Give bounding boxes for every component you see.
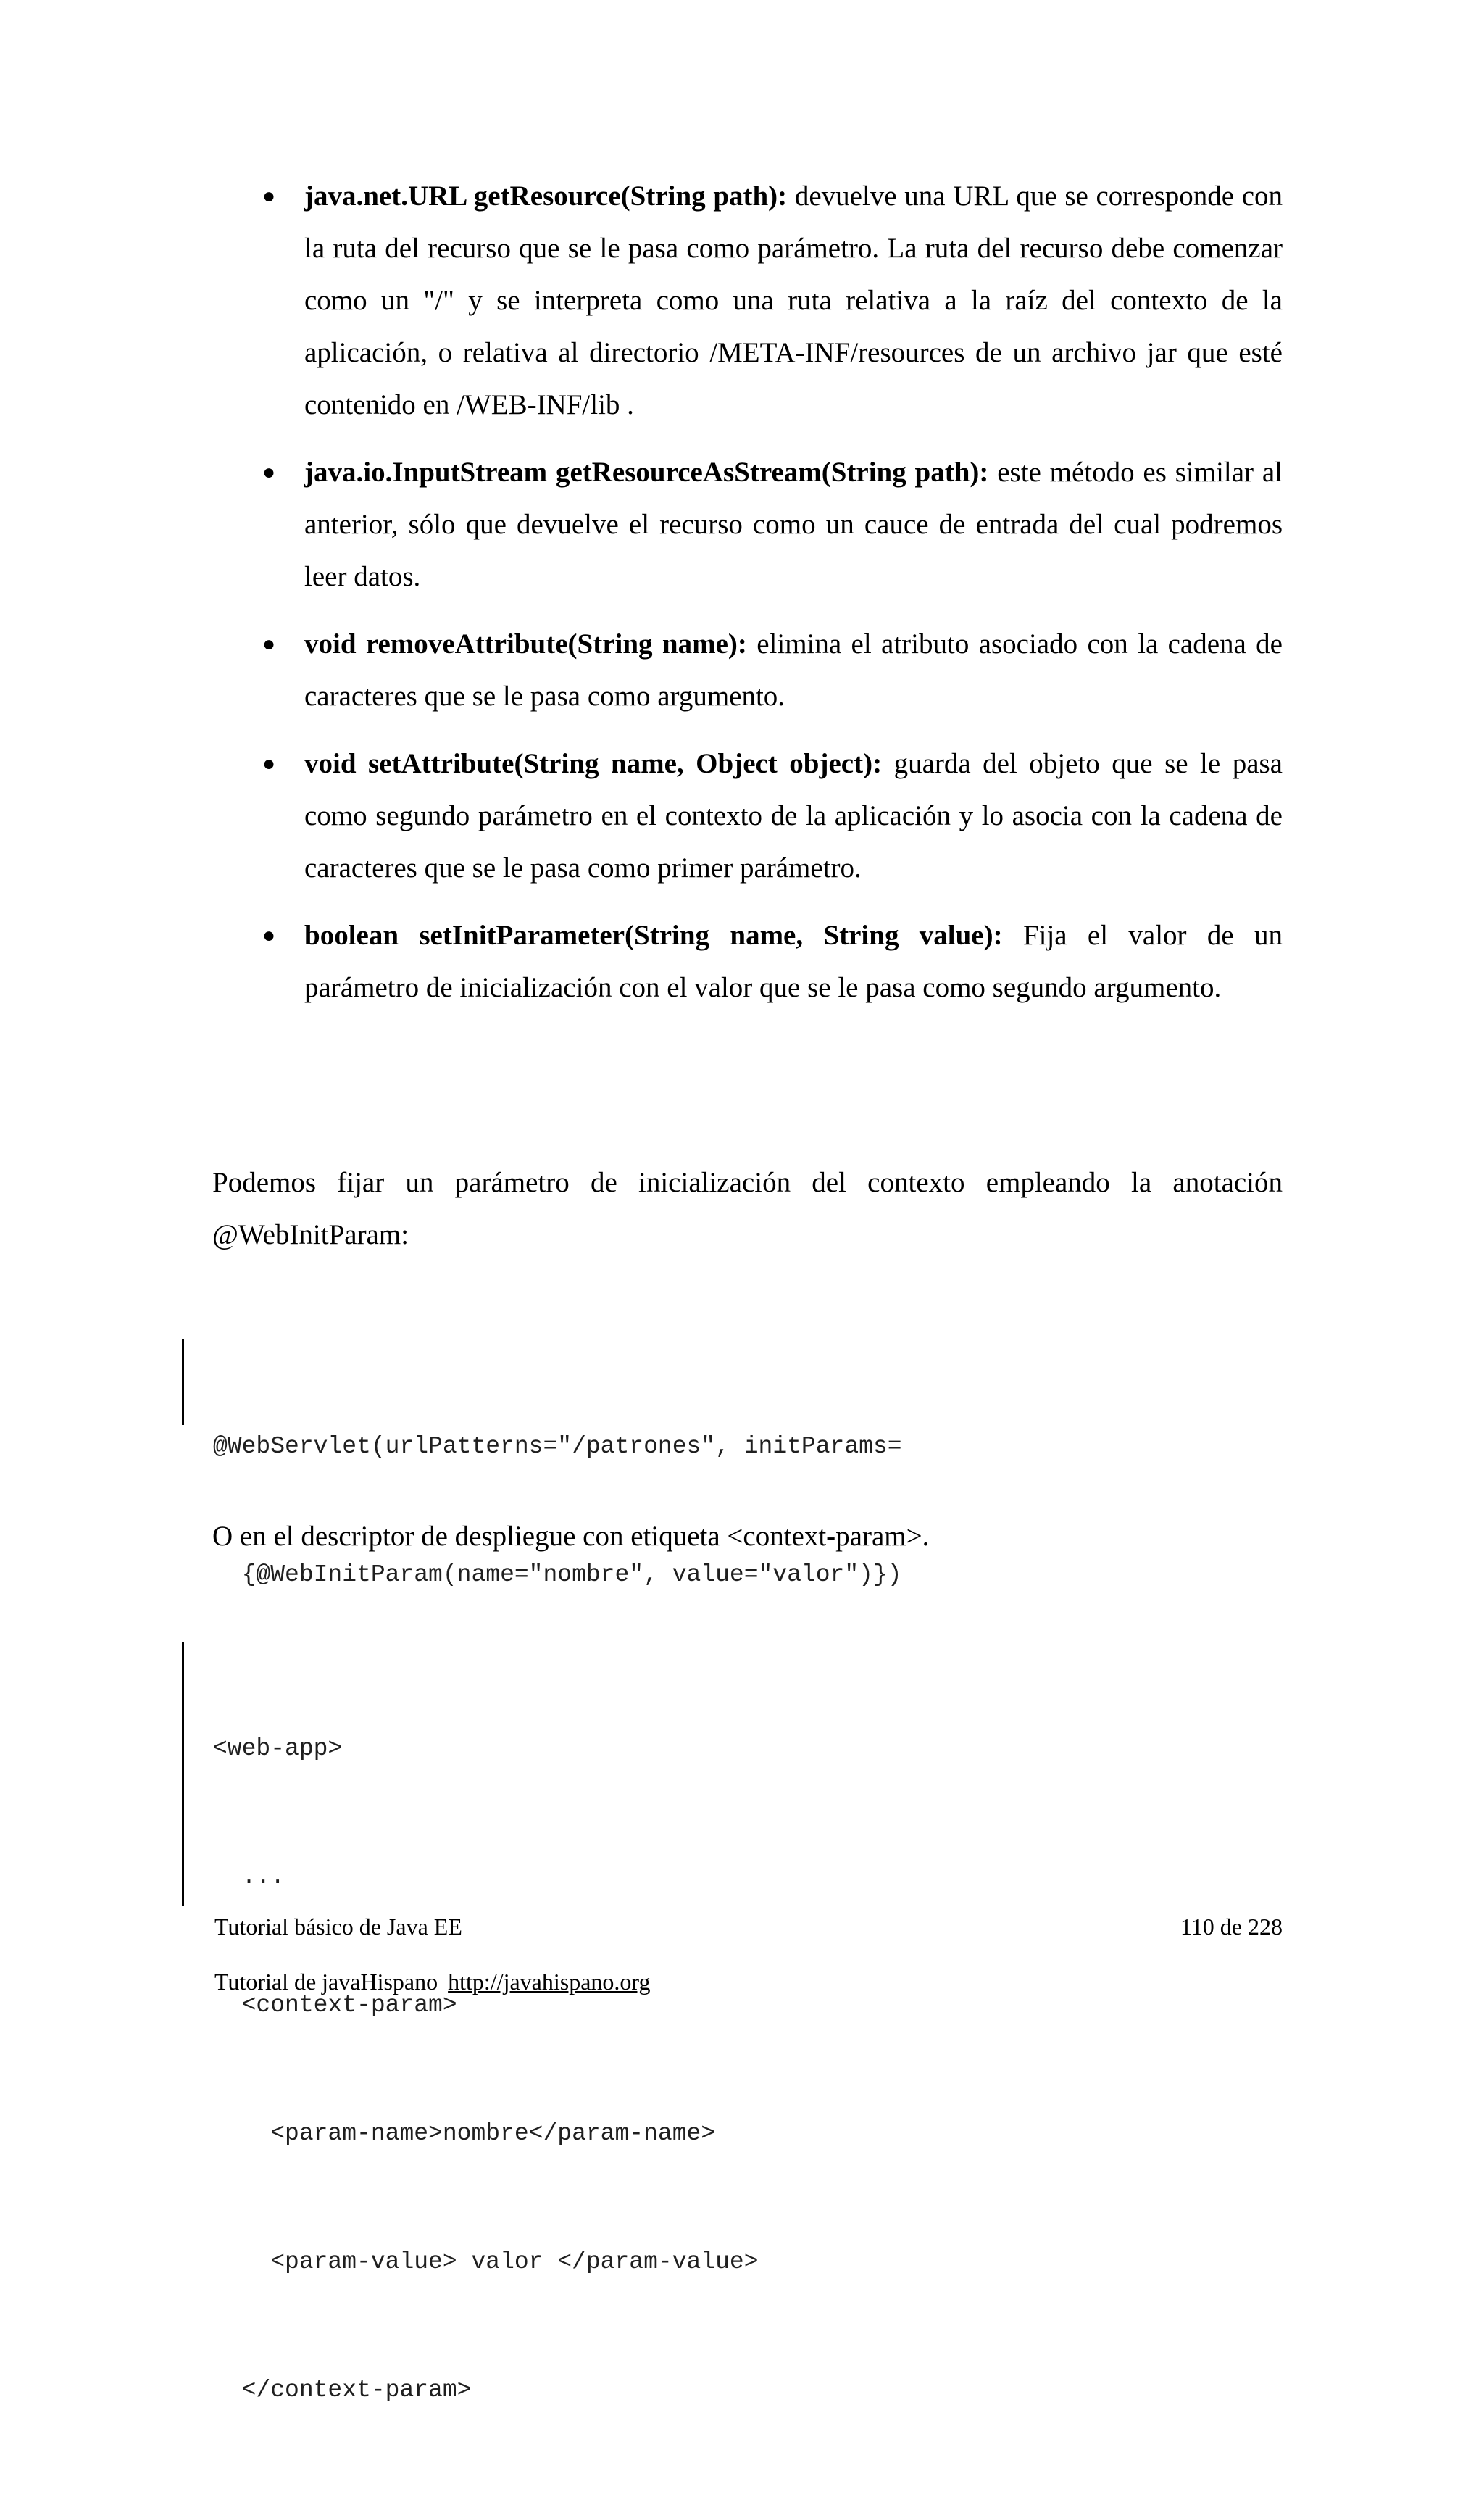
descriptor-paragraph: O en el descriptor de despliegue con etiqueta <context-param>. <box>212 1521 930 1552</box>
bullet-icon: ● <box>262 460 276 484</box>
code-line: ... <box>213 1864 285 1890</box>
method-list <box>210 170 1283 1029</box>
method-item <box>210 446 1283 603</box>
bullet-icon: ● <box>262 632 276 656</box>
code-line: <web-app> <box>213 1735 343 1762</box>
code-line: @WebServlet(urlPatterns="/patrones", initParams= <box>213 1433 902 1460</box>
code-line: {@WebInitParam(name="nombre", value="valor")}) <box>213 1561 902 1588</box>
method-item <box>210 910 1283 1014</box>
annotation-paragraph: Podemos fijar un parámetro de inicialización del contexto empleando la anotación @WebInitParam: <box>212 1167 1283 1250</box>
method-signature: java.io.InputStream getResourceAsStream(String path): <box>304 457 989 488</box>
method-signature: void setAttribute(String name, Object object): <box>304 748 883 779</box>
method-signature: java.net.URL getResource(String path): <box>304 180 788 212</box>
code-line: <param-name>nombre</param-name> <box>213 2120 716 2147</box>
footer-source-label: Tutorial de javaHispano <box>214 1969 438 1995</box>
footer-title: Tutorial básico de Java EE <box>214 1914 462 1940</box>
bullet-icon: ● <box>262 923 276 947</box>
method-signature: boolean setInitParameter(String name, String value): <box>304 920 1003 951</box>
bullet-icon: ● <box>262 752 276 776</box>
page-number: 110 de 228 <box>1180 1914 1283 1940</box>
bullet-icon: ● <box>262 184 276 208</box>
method-item <box>210 618 1283 723</box>
method-item <box>210 170 1283 431</box>
method-signature: void removeAttribute(String name): <box>304 628 747 660</box>
method-description: guarda del objeto que se le pasa como segundo parámetro en el contexto de la aplicación y lo asocia con la cadena de caracteres que se le pasa como primer parámetro. <box>304 748 1283 884</box>
method-description: elimina el atributo asociado con la cadena de caracteres que se le pasa como argumento. <box>304 628 1283 712</box>
footer-source-link[interactable]: http://javahispano.org <box>448 1969 651 1995</box>
footer-source <box>214 1964 650 2000</box>
method-description: devuelve una URL que se corresponde con la ruta del recurso que se le pasa como parámetro. La ruta del recurso debe comenzar como un "/" y se interpreta como una ruta relativa a la raíz del contexto de la aplicación, o relativa al directorio /META-INF/resources de un archivo jar que esté contenido en /WEB-INF/lib . <box>304 180 1283 420</box>
code-line: <param-value> valor </param-value> <box>213 2248 759 2275</box>
method-description: este método es similar al anterior, sólo que devuelve el recurso como un cauce de entrada del cual podremos leer datos. <box>304 457 1283 592</box>
code-line: <context-param> <box>213 1992 457 2019</box>
code-line: </context-param> <box>213 2377 472 2403</box>
method-description: Fija el valor de un parámetro de inicialización con el valor que se le pasa como segundo argumento. <box>304 920 1283 1003</box>
method-item <box>210 738 1283 894</box>
